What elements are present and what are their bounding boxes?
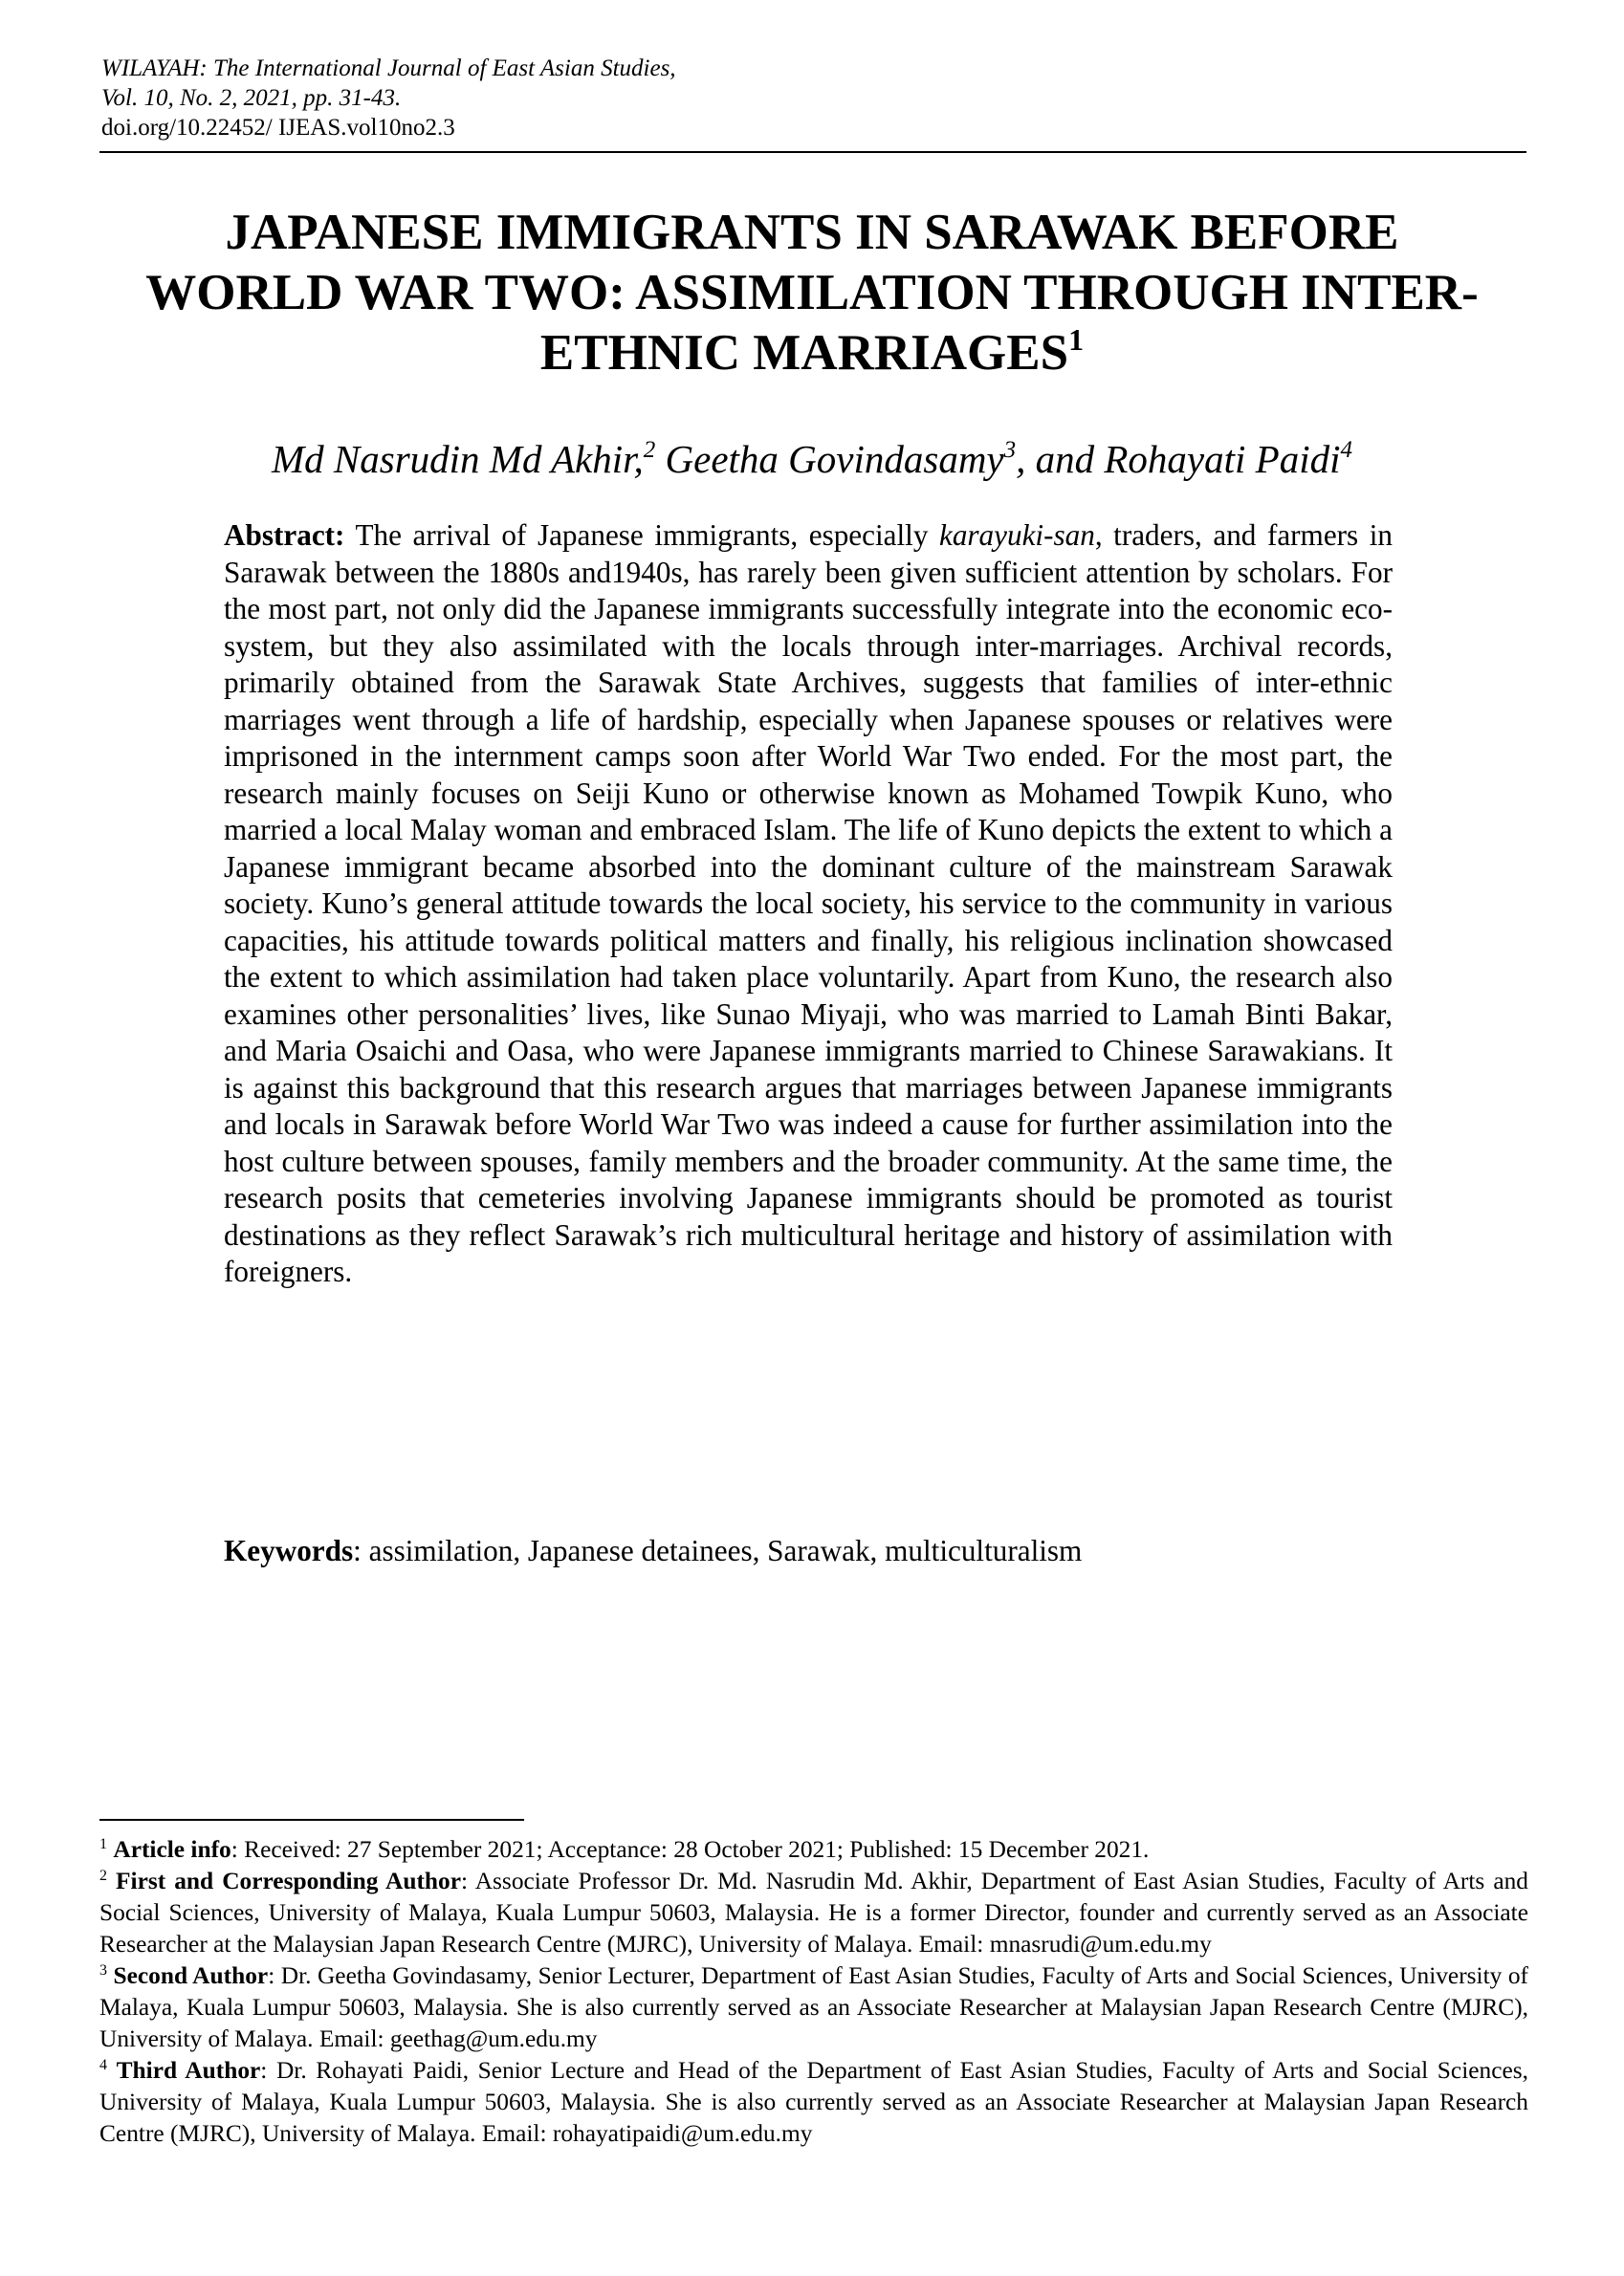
footnote-1-label: Article info xyxy=(113,1836,231,1863)
running-head xyxy=(101,54,1536,142)
keywords-label: Keywords xyxy=(224,1534,354,1567)
journal-name: WILAYAH: The International Journal of East Asian Studies, xyxy=(101,55,676,81)
footnote-4-text: : Dr. Rohayati Paidi, Senior Lecture and Head of the Department of East Asian Studies, Faculty of Arts and Social Sciences, University of Malaya, Kuala Lumpur 50603, Malaysia. She is also currently served as an Associate Researcher at Malaysian Japan Research Centre (MJRC), University of Malaya. Email: rohayatipaidi@um.edu.my xyxy=(99,2057,1528,2147)
footnote-1-text: : Received: 27 September 2021; Acceptance: 28 October 2021; Published: 15 December 2021. xyxy=(230,1836,1150,1863)
footnote-divider xyxy=(99,1819,524,1821)
title-line-3-text: ETHNIC MARRIAGES xyxy=(539,325,1069,381)
doi-link[interactable]: doi.org/10.22452/ IJEAS.vol10no2.3 xyxy=(101,115,455,141)
footnote-4-label: Third Author xyxy=(116,2057,261,2084)
author-2-footnote-ref[interactable]: 3 xyxy=(1003,437,1017,463)
author-3: , and Rohayati Paidi xyxy=(1016,437,1341,481)
footnote-2 xyxy=(99,1866,1528,1960)
footnote-2-label: First and Corresponding Author xyxy=(116,1868,462,1894)
footnote-2-number: 2 xyxy=(99,1868,107,1884)
author-list xyxy=(96,435,1528,483)
footnote-1 xyxy=(99,1834,1528,1866)
abstract xyxy=(224,517,1393,1291)
author-2: Geetha Govindasamy xyxy=(655,437,1004,481)
abstract-text-rest: , traders, and farmers in Sarawak between the 1880s and1940s, has rarely been given sufficient attention by scholars. For the most part, not only did the Japanese immigrants successfully integrate into the economic eco-system, but they also assimilated with the locals through inter-marriages. Archival records, primarily obtained from the Sarawak State Archives, suggests that families of inter-ethnic marriages went through a life of hardship, especially when Japanese spouses or relatives were imprisoned in the internment camps soon after World War Two ended. For the most part, the research mainly focuses on Seiji Kuno or otherwise known as Mohamed Towpik Kuno, who married a local Malay woman and embraced Islam. The life of Kuno depicts the extent to which a Japanese immigrant became absorbed into the dominant culture of the mainstream Sarawak society. Kuno’s general attitude towards the local society, his service to the community in various capacities, his attitude towards political matters and finally, his religious inclination showcased the extent to which assimilation had taken place voluntarily. Apart from Kuno, the research also examines other personalities’ lives, like Sunao Miyaji, who was married to Lamah Binti Bakar, and Maria Osaichi and Oasa, who were Japanese immigrants married to Chinese Sarawakians. It is against this background that this research argues that marriages between Japanese immigrants and locals in Sarawak before World War Two was indeed a cause for further assimilation into the host culture between spouses, family members and the broader community. At the same time, the research posits that cemeteries involving Japanese immigrants should be promoted as tourist destinations as they reflect Sarawak’s rich multicultural heritage and history of assimilation with foreigners. xyxy=(224,518,1393,1288)
abstract-term: karayuki-san xyxy=(938,518,1095,552)
author-1: Md Nasrudin Md Akhir, xyxy=(272,437,644,481)
footnote-3-text: : Dr. Geetha Govindasamy, Senior Lecturer, Department of East Asian Studies, Faculty of Arts and Social Sciences, University of Malaya, Kuala Lumpur 50603, Malaysia. She is also currently served as an Associate Researcher at Malaysian Japan Research Centre (MJRC), University of Malaya. Email: geethag@um.edu.my xyxy=(99,1962,1528,2052)
footnote-3-number: 3 xyxy=(99,1962,107,1979)
abstract-label: Abstract: xyxy=(224,518,345,552)
footnote-4-number: 4 xyxy=(99,2057,107,2073)
title-line-1: JAPANESE IMMIGRANTS IN SARAWAK BEFORE xyxy=(225,205,1399,260)
footnote-1-number: 1 xyxy=(99,1836,107,1852)
author-1-footnote-ref[interactable]: 2 xyxy=(643,437,656,463)
footnote-3 xyxy=(99,1960,1528,2055)
title-line-3 xyxy=(105,323,1519,383)
footnote-3-label: Second Author xyxy=(113,1962,269,1989)
title-footnote-ref[interactable]: 1 xyxy=(1068,322,1085,357)
footnote-2-text: : Associate Professor Dr. Md. Nasrudin Md. Akhir, Department of East Asian Studies, Faculty of Arts and Social Sciences, University of Malaya, Kuala Lumpur 50603, Malaysia. He is a former Director, founder and currently served as an Associate Researcher at the Malaysian Japan Research Centre (MJRC), University of Malaya. Email: mnasrudi@um.edu.my xyxy=(99,1868,1528,1958)
keywords xyxy=(224,1533,1393,1570)
footnotes xyxy=(99,1834,1528,2150)
author-3-footnote-ref[interactable]: 4 xyxy=(1340,437,1352,463)
title-line-2: WORLD WAR TWO: ASSIMILATION THROUGH INTER- xyxy=(145,265,1479,320)
article-title xyxy=(105,203,1519,383)
header-divider xyxy=(99,151,1526,153)
keywords-text: : assimilation, Japanese detainees, Sarawak, multiculturalism xyxy=(353,1534,1083,1567)
footnote-4 xyxy=(99,2055,1528,2150)
abstract-text-start: The arrival of Japanese immigrants, especially xyxy=(344,518,939,552)
journal-volume: Vol. 10, No. 2, 2021, pp. 31-43. xyxy=(101,85,402,111)
